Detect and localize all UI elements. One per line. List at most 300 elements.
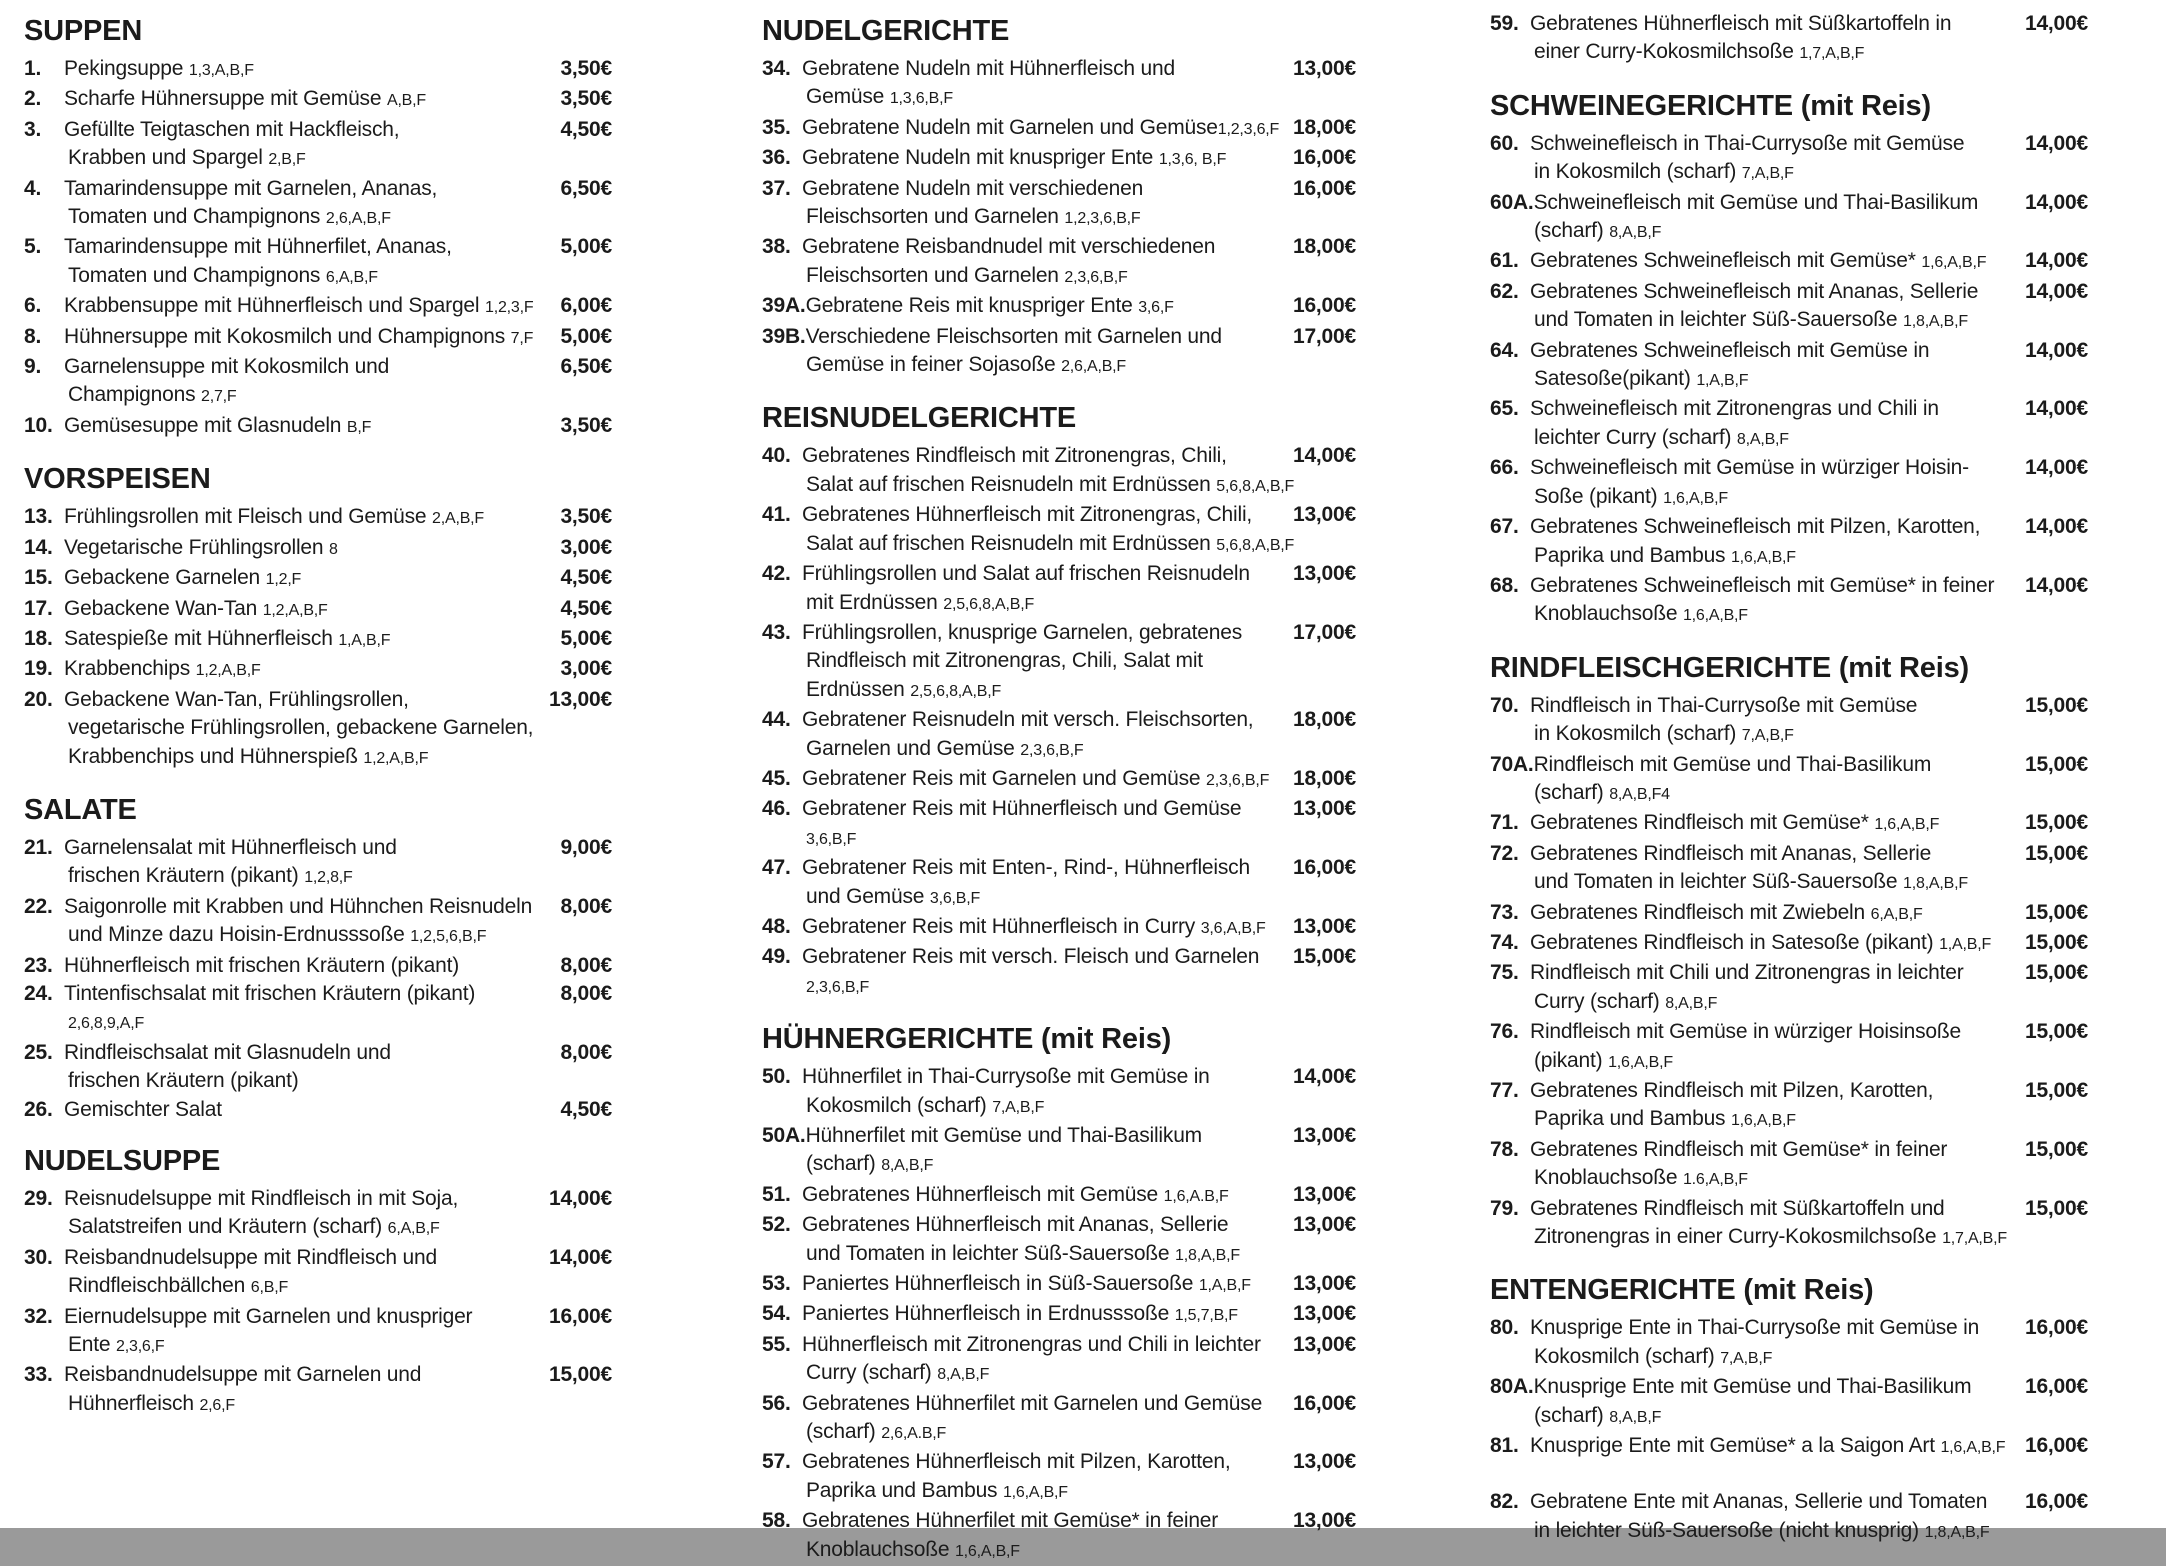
item-text [24, 980, 516, 1039]
item-text [1490, 572, 1995, 631]
allergen-codes: 8 [329, 540, 338, 558]
item-number: 8. [24, 324, 42, 348]
item-number: 74. [1490, 930, 1519, 954]
item-number: 33. [24, 1363, 53, 1387]
dish-name: Gebackene Wan-Tan, Frühlingsrollen, [64, 687, 409, 711]
section-title: NUDELSUPPE [24, 1145, 221, 1177]
item-price: 16,00€ [548, 1304, 612, 1328]
item-line [762, 1270, 1260, 1300]
dish-name: Gebratenes Rindfleisch mit Süßkartoffeln und [1530, 1196, 1945, 1220]
allergen-codes: 1,6,A,B,F [1730, 548, 1796, 566]
item-text [24, 175, 516, 234]
dish-name: Frühlingsrollen, knusprige Garnelen, gebratenes [802, 620, 1243, 644]
dish-name: Rindfleisch mit Gemüse in würziger Hoisinsoße [1530, 1020, 1961, 1044]
dish-name: Reisbandnudelsuppe mit Garnelen und [64, 1363, 422, 1387]
dish-name: Gebratenes Hühnerfleisch mit Zitronengras, Chili, [802, 503, 1253, 527]
item-price: 5,00€ [560, 235, 612, 259]
item-price: 8,00€ [560, 953, 612, 977]
dish-name: Schweinefleisch mit Zitronengras und Chili in [1530, 397, 1939, 421]
item-price: 18,00€ [1292, 115, 1356, 139]
item-price: 13,00€ [1292, 1182, 1356, 1206]
item-price: 8,00€ [560, 894, 612, 918]
dish-name: Paniertes Hühnerfleisch in Süß-Sauersoße [802, 1272, 1199, 1296]
item-number: 2. [24, 87, 42, 111]
allergen-codes: 1,5,7,B,F [1174, 1307, 1238, 1325]
menu-item [24, 1244, 612, 1303]
dish-name: Rindfleisch mit Gemüse und Thai-Basilikum [1533, 752, 1932, 776]
dish-name: Tintenfischsalat mit frischen Kräutern (pikant) [64, 981, 476, 1005]
item-price: 18,00€ [1292, 235, 1356, 259]
menu-item [762, 114, 1356, 144]
item-line [1490, 868, 1992, 898]
dish-name: mit Erdnüssen [806, 590, 944, 614]
item-number: 30. [24, 1245, 53, 1269]
item-line [1490, 1195, 1992, 1223]
item-number: 9. [24, 355, 42, 379]
item-number: 17. [24, 596, 53, 620]
dish-name: Ente [68, 1333, 117, 1357]
item-line [762, 292, 1260, 322]
menu-section [1490, 89, 2088, 631]
item-line [762, 233, 1260, 261]
dish-name: und Tomaten in leichter Süß-Sauersoße [806, 1241, 1176, 1265]
item-line [762, 175, 1260, 203]
dish-name: Gebratene Nudeln mit Hühnerfleisch und [802, 57, 1175, 80]
item-line [1490, 483, 1992, 513]
dish-name: Krabben und Spargel [68, 146, 269, 170]
item-line [1490, 365, 1992, 395]
allergen-codes: 1,2,3,F [485, 299, 534, 317]
item-number: 21. [24, 835, 53, 859]
item-price: 14,00€ [2024, 397, 2088, 421]
allergen-codes: 2,A,B,F [432, 510, 484, 528]
menu-item [24, 1303, 612, 1362]
item-price: 13,00€ [1292, 1450, 1356, 1474]
item-number: 14. [24, 535, 53, 559]
dish-name: Garnelensalat mit Hühnerfleisch und [64, 835, 397, 859]
item-line [24, 980, 516, 1008]
dish-name: Gebratenes Schweinefleisch mit Gemüse* [1530, 249, 1922, 273]
menu-item [24, 175, 612, 234]
item-number: 26. [24, 1097, 53, 1121]
allergen-codes: 7,A,B,F [1741, 165, 1794, 183]
dish-name: Gebratenes Rindfleisch mit Zitronengras, Chili, [802, 444, 1227, 468]
dish-name: vegetarische Frühlingsrollen, gebackene Garnelen, [68, 716, 534, 740]
item-line [24, 686, 516, 714]
item-price: 14,00€ [548, 1187, 612, 1210]
menu-item [762, 442, 1356, 501]
item-text [762, 114, 1280, 144]
dish-name: und Tomaten in leichter Süß-Sauersoße [1534, 308, 1904, 332]
dish-name: Krabbenchips und Hühnerspieß [68, 744, 364, 768]
dish-name: Gebratenes Rindfleisch mit Gemüse* in feiner [1530, 1137, 1948, 1161]
item-text [762, 1448, 1260, 1507]
allergen-codes: 1,7,A,B,F [1799, 45, 1865, 63]
dish-name: Gebratenes Rindfleisch in Satesoße (pikant) [1530, 930, 1940, 954]
item-price: 15,00€ [2024, 1196, 2088, 1220]
menu-item [1490, 840, 2088, 899]
item-number: 68. [1490, 573, 1519, 597]
item-text [24, 534, 516, 564]
dish-name: Tamarindensuppe mit Hühnerfilet, Ananas, [64, 235, 452, 259]
dish-name: Hühnerfilet mit Gemüse und Thai-Basilikum [805, 1124, 1202, 1147]
dish-name: Paprika und Bambus [1534, 1107, 1731, 1131]
dish-name: Saigonrolle mit Krabben und Hühnchen Reisnudeln [64, 894, 533, 918]
item-text [762, 560, 1260, 619]
item-line [24, 1067, 516, 1095]
menu-section [1490, 1273, 2088, 1547]
menu-item [762, 706, 1356, 765]
menu-item [24, 952, 612, 980]
dish-name: Paniertes Hühnerfleisch in Erdnusssoße [802, 1302, 1175, 1326]
item-number: 13. [24, 505, 53, 529]
dish-name: Hühnerfleisch mit Zitronengras und Chili in leichter [802, 1332, 1261, 1356]
item-price: 5,00€ [560, 626, 612, 650]
item-text [24, 55, 516, 85]
item-price: 8,00€ [560, 981, 612, 1005]
allergen-codes: 1,2,5,6,B,F [410, 928, 487, 946]
item-price: 17,00€ [1292, 324, 1356, 348]
item-line [1490, 1047, 1992, 1077]
item-text [1490, 395, 1992, 454]
item-price: 18,00€ [1292, 708, 1356, 732]
menu-item [762, 795, 1356, 854]
item-line [24, 1272, 516, 1302]
menu-section [762, 14, 1356, 381]
menu-item [24, 686, 612, 773]
allergen-codes: 1,6,A,B,F [1608, 1053, 1673, 1071]
item-text [762, 55, 1260, 114]
item-price: 15,00€ [2024, 1137, 2088, 1161]
item-text [24, 233, 516, 292]
item-number: 62. [1490, 279, 1519, 303]
item-line [762, 351, 1260, 381]
allergen-codes: 2,6,F [199, 1396, 235, 1414]
dish-name: Schweinefleisch in Thai-Currysoße mit Gemüse [1530, 131, 1965, 155]
menu-item [24, 116, 612, 175]
section-title: SCHWEINEGERICHTE (mit Reis) [1490, 89, 1931, 122]
item-line [24, 292, 534, 322]
menu-item [24, 1361, 612, 1420]
item-number: 54. [762, 1302, 791, 1326]
item-text [1490, 751, 1992, 810]
item-number: 39A. [762, 294, 806, 318]
item-price: 13,00€ [1292, 1332, 1356, 1356]
item-number: 39B. [762, 324, 806, 348]
item-text [24, 323, 534, 353]
dish-name: Gebratenes Schweinefleisch mit Gemüse in [1530, 338, 1930, 362]
dish-name: Gebratenes Schweinefleisch mit Pilzen, Karotten, [1530, 515, 1981, 539]
dish-name: Scharfe Hühnersuppe mit Gemüse [64, 87, 387, 111]
item-line [24, 381, 516, 411]
item-number: 60A. [1490, 190, 1534, 214]
dish-name: Knusprige Ente mit Gemüse* a la Saigon Art [1530, 1434, 1941, 1458]
dish-name: Gebratenes Rindfleisch mit Ananas, Sellerie [1530, 841, 1932, 865]
section-title: SALATE [24, 793, 137, 826]
item-price: 15,00€ [2024, 693, 2088, 717]
item-price: 16,00€ [1292, 856, 1356, 880]
item-number: 47. [762, 856, 791, 880]
item-number: 37. [762, 176, 791, 200]
menu-item [762, 765, 1356, 795]
item-number: 35. [762, 115, 791, 139]
allergen-codes: 1,A,B,F [1939, 935, 1992, 953]
dish-name: Salatstreifen und Kräutern (scharf) [68, 1215, 388, 1239]
item-price: 16,00€ [1292, 294, 1356, 318]
item-text [1490, 809, 1992, 839]
dish-name: Gebackene Wan-Tan [64, 596, 263, 620]
item-line [1490, 130, 1992, 158]
dish-name: Krabbenchips [64, 657, 196, 681]
item-line [1490, 247, 1992, 277]
menu-item [24, 55, 612, 85]
menu-item [24, 564, 612, 594]
item-price: 16,00€ [2024, 1375, 2088, 1399]
item-line [762, 1150, 1260, 1180]
item-line [24, 1331, 516, 1361]
item-line [762, 323, 1260, 351]
item-number: 10. [24, 413, 53, 437]
item-text [1490, 1488, 1992, 1547]
item-price: 3,50€ [560, 413, 612, 437]
menu-item [24, 353, 612, 412]
item-number: 29. [24, 1187, 53, 1210]
dish-name: Tamarindensuppe mit Garnelen, Ananas, [64, 176, 438, 200]
item-line [762, 1418, 1260, 1448]
dish-name: und Gemüse [806, 884, 930, 908]
item-number: 25. [24, 1040, 53, 1064]
dish-name: Soße (pikant) [1534, 484, 1664, 508]
item-line [1490, 988, 1992, 1018]
item-price: 15,00€ [2024, 1020, 2088, 1044]
item-number: 46. [762, 797, 791, 821]
item-number: 45. [762, 766, 791, 790]
allergen-codes: 7,A,B,F [1720, 1349, 1773, 1367]
dish-name: Hühnerfleisch mit frischen Kräutern (pikant) [64, 953, 460, 977]
menu-item [762, 175, 1356, 234]
dish-name: Zitronengras in einer Curry-Kokosmilchsoße [1534, 1225, 1943, 1249]
item-line [762, 560, 1260, 588]
allergen-codes: 1,2,F [265, 571, 302, 589]
dish-name: Gebackene Garnelen [64, 566, 266, 590]
allergen-codes: 8,A,B,F [937, 1366, 990, 1384]
dish-name: Knoblauchsoße [1534, 602, 1683, 626]
item-line [24, 534, 516, 564]
menu-item [762, 1270, 1356, 1300]
allergen-codes: 8,A,B,F [1736, 430, 1789, 448]
allergen-codes: 1,2,A,B,F [262, 601, 328, 619]
item-text [762, 1063, 1260, 1122]
item-line [762, 676, 1260, 706]
item-price: 14,00€ [1292, 1065, 1356, 1089]
item-price: 6,50€ [560, 176, 612, 200]
item-number: 70A. [1490, 752, 1534, 776]
item-text [762, 1331, 1260, 1390]
allergen-codes: 1,8,A,B,F [1903, 313, 1968, 331]
item-text [24, 412, 516, 442]
item-text [762, 943, 1260, 1002]
dish-name: Satespieße mit Hühnerfleisch [64, 626, 339, 650]
item-text [24, 625, 516, 655]
allergen-codes: 1,6,A,B,F [1874, 816, 1940, 834]
dish-name: Gebratenes Rindfleisch mit Zwiebeln [1530, 900, 1871, 924]
item-number: 82. [1490, 1490, 1519, 1514]
dish-name: Reisnudelsuppe mit Rindfleisch in mit Soja, [64, 1187, 459, 1210]
item-line [762, 55, 1260, 83]
dish-name: Gebratenes Hühnerfleisch mit Pilzen, Karotten, [802, 1450, 1231, 1474]
item-text [1490, 278, 1992, 337]
item-price: 15,00€ [2024, 900, 2088, 924]
item-line [762, 1122, 1260, 1150]
item-number: 70. [1490, 693, 1519, 717]
item-price: 16,00€ [2024, 1316, 2088, 1340]
item-line [762, 854, 1260, 882]
item-number: 64. [1490, 338, 1519, 362]
dish-name: frischen Kräutern (pikant) [68, 1069, 299, 1093]
item-number: 6. [24, 294, 42, 318]
dish-name: Gefüllte Teigtaschen mit Hackfleisch, [64, 117, 400, 141]
item-text [24, 1096, 516, 1124]
menu-item [1490, 1488, 2088, 1547]
menu-item [762, 1211, 1356, 1270]
item-line [24, 564, 516, 594]
item-price: 14,00€ [2024, 573, 2088, 597]
item-line [762, 203, 1260, 233]
menu-item [1490, 1018, 2088, 1077]
section-title: HÜHNERGERICHTE (mit Reis) [762, 1023, 1172, 1056]
item-line [762, 1390, 1263, 1418]
item-line [1490, 306, 1992, 336]
item-line [1490, 959, 1992, 987]
allergen-codes: 2,3,6,B,F [806, 978, 870, 996]
item-price: 15,00€ [548, 1363, 612, 1387]
item-text [1490, 1373, 1992, 1432]
item-line [762, 114, 1280, 144]
dish-name: Gebratenes Hühnerfilet mit Garnelen und Gemüse [802, 1391, 1263, 1415]
allergen-codes: 2,6,A.B,F [881, 1425, 947, 1443]
allergen-codes: 2,5,6,8,A,B,F [910, 682, 1002, 700]
dish-name: Curry (scharf) [1534, 989, 1666, 1013]
menu-item [762, 1448, 1356, 1507]
item-line [24, 85, 516, 115]
dish-name: Gebratenes Hühnerfilet mit Gemüse* in feiner [802, 1509, 1219, 1533]
item-line [1490, 1373, 1992, 1401]
menu-item [1490, 189, 2088, 248]
item-text [762, 1507, 1260, 1566]
menu-item [24, 534, 612, 564]
item-price: 13,00€ [1292, 1272, 1356, 1296]
dish-name: und Tomaten in leichter Süß-Sauersoße [1534, 870, 1904, 894]
dish-name: Pekingsuppe [64, 57, 189, 80]
menu-item [24, 625, 612, 655]
allergen-codes: 7,F [510, 329, 534, 347]
item-text [1490, 929, 1992, 959]
item-line [1490, 1136, 1992, 1164]
item-price: 8,00€ [560, 1040, 612, 1064]
item-line [762, 1477, 1260, 1507]
item-text [762, 1122, 1260, 1181]
menu-item [762, 1122, 1356, 1181]
item-line [1490, 1164, 1992, 1194]
menu-item [762, 913, 1356, 943]
menu-section [24, 793, 612, 1124]
menu-item [24, 655, 612, 685]
menu-section [1490, 10, 2088, 69]
item-price: 6,00€ [560, 294, 612, 318]
item-line [762, 144, 1260, 174]
item-line [24, 233, 516, 261]
menu-item [1490, 692, 2088, 751]
item-line [1490, 809, 1992, 839]
menu-item [24, 412, 612, 442]
item-number: 58. [762, 1509, 791, 1533]
allergen-codes: A,B,F [386, 92, 426, 110]
allergen-codes: 1,A,B,F [1696, 372, 1749, 390]
dish-name: Gebratenes Hühnerfleisch mit Ananas, Sellerie [802, 1213, 1229, 1237]
item-number: 53. [762, 1272, 791, 1296]
item-line [24, 862, 516, 892]
item-price: 3,00€ [560, 535, 612, 559]
item-price: 14,00€ [548, 1245, 612, 1269]
menu-column [1490, 10, 2088, 1547]
item-line [762, 765, 1270, 795]
item-text [1490, 1136, 1992, 1195]
dish-name: Vegetarische Frühlingsrollen [64, 535, 330, 559]
item-line [762, 442, 1260, 470]
item-price: 18,00€ [1292, 766, 1356, 790]
item-number: 61. [1490, 249, 1519, 273]
item-text [1490, 840, 1992, 899]
dish-name: Gebratenes Hühnerfleisch mit Süßkartoffeln in [1530, 12, 1952, 35]
allergen-codes: 6,A,B,F [1870, 905, 1923, 923]
menu-item [1490, 1077, 2088, 1136]
item-price: 15,00€ [2024, 752, 2088, 776]
dish-name: Rindfleisch in Thai-Currysoße mit Gemüse [1530, 693, 1918, 717]
item-line [762, 501, 1260, 529]
item-number: 4. [24, 176, 42, 200]
item-text [1490, 1077, 1992, 1136]
dish-name: Knusprige Ente in Thai-Currysoße mit Gemüse in [1530, 1316, 1980, 1340]
item-line [762, 1181, 1260, 1211]
dish-name: Gemischter Salat [64, 1097, 222, 1121]
item-line [762, 1507, 1260, 1535]
dish-name: Rindfleisch mit Chili und Zitronengras in leichter [1530, 961, 1964, 985]
item-text [762, 1300, 1260, 1330]
dish-name: Gemüsesuppe mit Glasnudeln [64, 413, 347, 437]
item-text [24, 686, 534, 773]
dish-name: Gebratener Reisnudeln mit versch. Fleischsorten, [802, 708, 1254, 732]
item-text [1490, 454, 1992, 513]
dish-name: Schweinefleisch mit Gemüse in würziger Hoisin- [1530, 456, 1969, 480]
dish-name: Garnelen und Gemüse [806, 736, 1021, 760]
dish-name: Krabbensuppe mit Hühnerfleisch und Spargel [64, 294, 485, 318]
dish-name: (scharf) [806, 1152, 882, 1176]
menu-section [24, 462, 612, 773]
item-text [24, 952, 516, 980]
item-number: 3. [24, 117, 42, 141]
allergen-codes: 2,5,6,8,A,B,F [943, 595, 1035, 613]
item-number: 81. [1490, 1434, 1519, 1458]
allergen-codes: 1,8,A,B,F [1903, 875, 1968, 893]
menu-section [1490, 651, 2088, 1254]
item-price: 3,50€ [560, 87, 612, 111]
item-line [1490, 1018, 1992, 1046]
allergen-codes: 8,A,B,F [1665, 994, 1718, 1012]
menu-item [762, 619, 1356, 706]
item-line [1490, 1223, 2007, 1253]
item-line [762, 1359, 1260, 1389]
item-number: 50A. [762, 1124, 806, 1147]
